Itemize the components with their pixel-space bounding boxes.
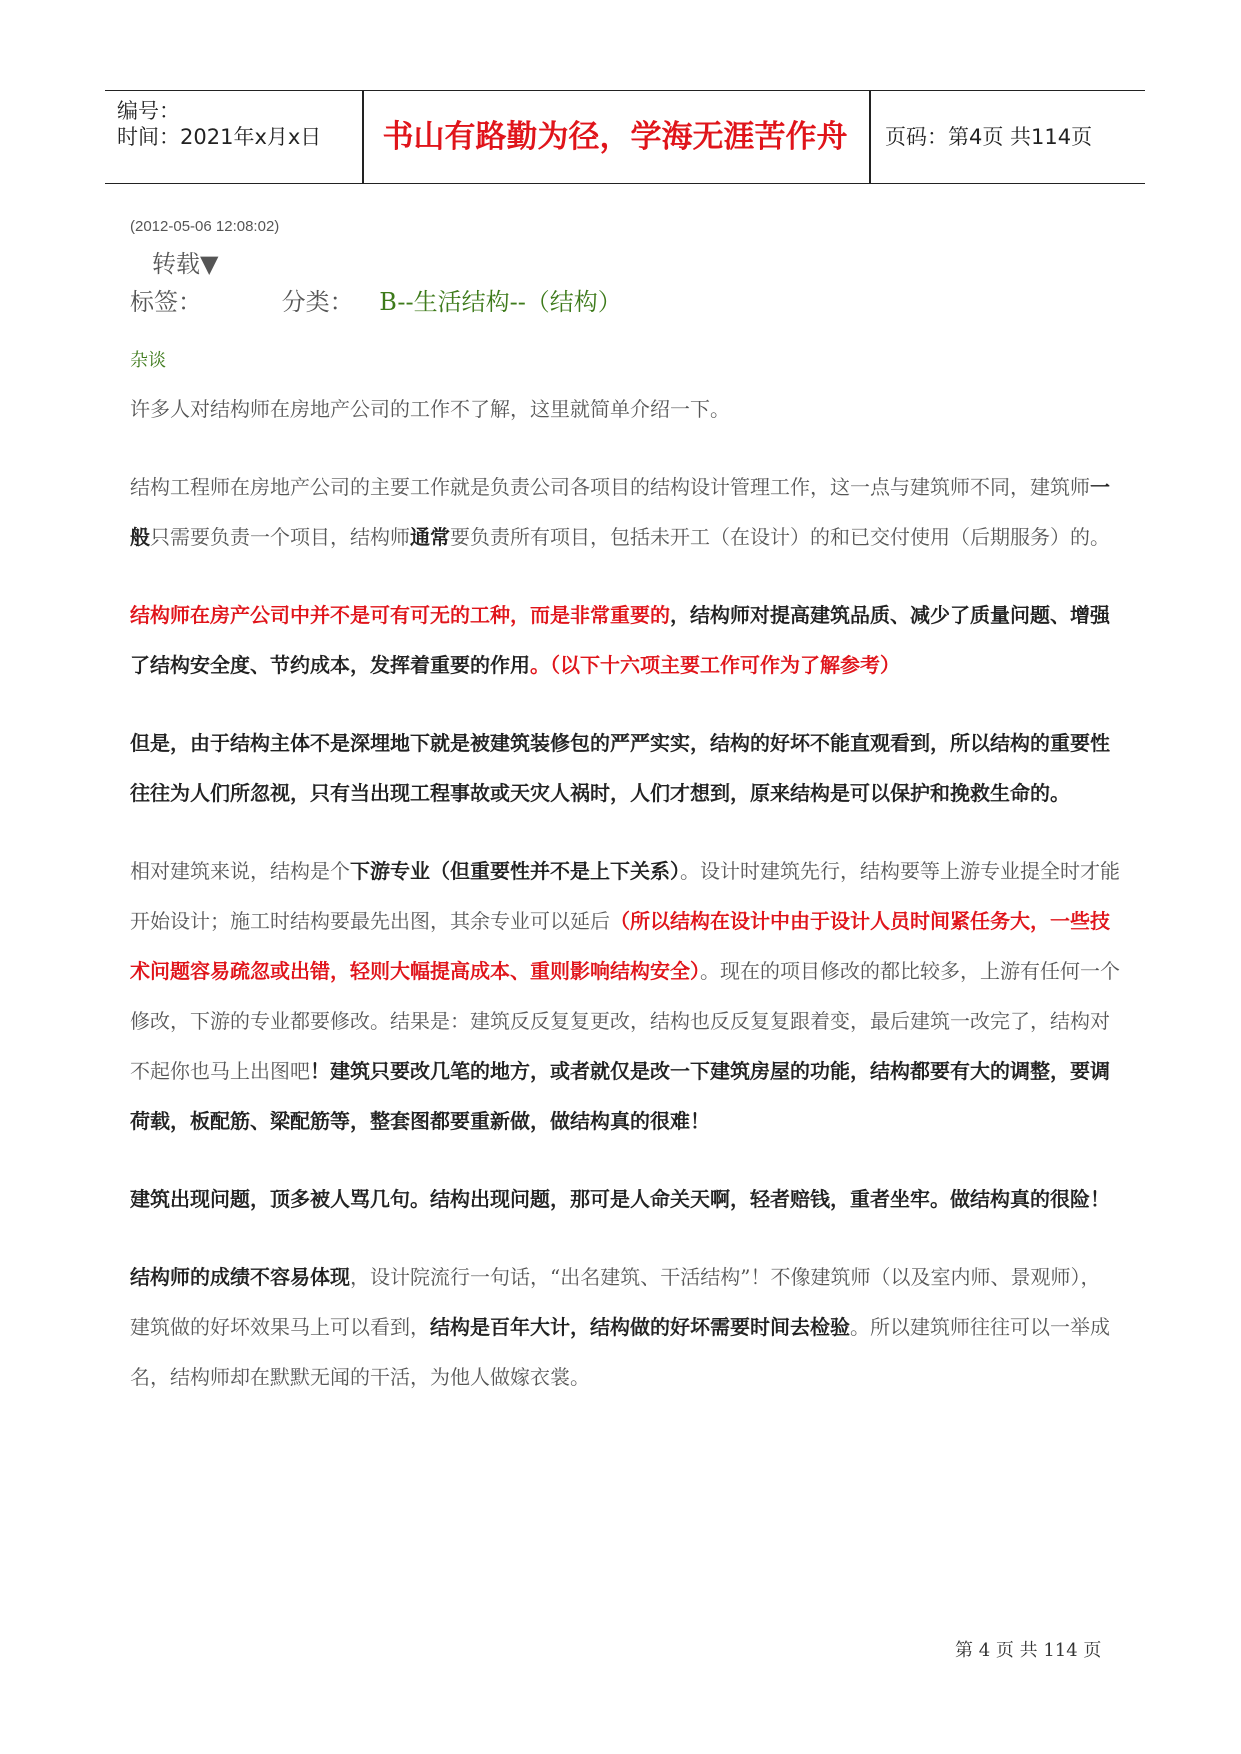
tag-label: 标签： <box>130 288 202 316</box>
text-segment: 。现在的项目修改的都比较多，上游有任何一个修改，下游的专业都要修改。结果是：建筑反反复复更改，结构也反反复复跟着变，最后建筑一改完了，结构对不起你也马上出图吧 <box>130 959 1120 1083</box>
paragraph-intro: 许多人对结构师在房地产公司的工作不了解，这里就简单介绍一下。 <box>130 397 730 421</box>
highlight-text: （所以结构在设计中由于设计人员时间紧任务大，一些技术问题容易疏忽或出错，轻则大幅提高成本、重则影响结构安全） <box>130 909 1110 983</box>
emphasis-text: 结构师的成绩不容易体现 <box>130 1265 350 1289</box>
paragraph-risk <box>130 1174 1120 1224</box>
header-divider-right <box>869 91 871 183</box>
repost-link[interactable]: 转载▼ <box>152 250 219 278</box>
page-footer: 第 4 页 共 114 页 <box>955 1640 1102 1661</box>
text-segment: 要负责所有项目，包括未开工（在设计）的和已交付使用（后期服务）的。 <box>450 525 1110 549</box>
header-page-number: 页码：第4页 共114页 <box>885 125 1093 149</box>
paragraph-neglect <box>130 718 1120 818</box>
text-segment: 。所以建筑师往往可以一举成名，结构师却在默默无闻的干活，为他人做嫁衣裳。 <box>130 1315 1110 1389</box>
emphasis-text: ！建筑只要改几笔的地方，或者就仅是改一下建筑房屋的功能，结构都要有大的调整，要调荷载，板配筋、梁配筋等，整套图都要重新做，做结构真的很难！ <box>130 1059 1110 1133</box>
highlight-text: 。（以下十六项主要工作可作为了解参考） <box>530 653 900 677</box>
header-info <box>117 91 367 183</box>
text-segment: 相对建筑来说，结构是个 <box>130 859 350 883</box>
paragraph-downstream <box>130 846 1120 1146</box>
page-header <box>105 90 1145 184</box>
paragraph-importance <box>130 590 1120 690</box>
post-date: (2012-05-06 12:08:02) <box>130 218 280 235</box>
misc-tag-link[interactable]: 杂谈 <box>130 350 166 371</box>
emphasis-text: 一般 <box>130 475 1110 549</box>
text-segment: ，设计院流行一句话，“出名建筑、干活结构”！不像建筑师（以及室内师、景观师），建筑做的好坏效果马上可以看到， <box>130 1265 1101 1339</box>
emphasis-text: 建筑出现问题，顶多被人骂几句。结构出现问题，那可是人命关天啊，轻者赔钱，重者坐牢。做结构真的很险！ <box>130 1187 1110 1211</box>
text-segment: 只需要负责一个项目，结构师 <box>150 525 410 549</box>
article-body <box>130 384 1120 1402</box>
header-motto: 书山有路勤为径，学海无涯苦作舟 <box>382 119 848 155</box>
category-link[interactable]: B--生活结构--（结构） <box>379 288 622 316</box>
serial-label: 编号： <box>117 99 180 123</box>
paragraph-recognition <box>130 1252 1120 1402</box>
text-segment: 。设计时建筑先行，结构要等上游专业提全时才能开始设计；施工时结构要最先出图，其余专业可以延后 <box>130 859 1120 933</box>
highlight-text: 结构师在房产公司中并不是可有可无的工种，而是非常重要的 <box>130 603 670 627</box>
time-label: 时间：2021年x月x日 <box>117 125 322 149</box>
text-segment: 结构工程师在房地产公司的主要工作就是负责公司各项目的结构设计管理工作，这一点与建筑师不同，建筑师 <box>130 475 1090 499</box>
emphasis-text: 但是，由于结构主体不是深埋地下就是被建筑装修包的严严实实，结构的好坏不能直观看到，所以结构的重要性往往为人们所忽视，只有当出现工程事故或天灾人祸时，人们才想到，原来结构是可以保护和挽救生命的。 <box>130 731 1110 805</box>
header-divider-left <box>362 91 364 183</box>
emphasis-text: ，结构师对提高建筑品质、减少了质量问题、增强了结构安全度、节约成本，发挥着重要的作用 <box>130 603 1110 677</box>
emphasis-text: 结构是百年大计，结构做的好坏需要时间去检验 <box>430 1315 850 1339</box>
emphasis-text: 通常 <box>410 525 450 549</box>
paragraph-role <box>130 462 1120 562</box>
tag-category-line <box>130 282 622 317</box>
emphasis-text: 下游专业（但重要性并不是上下关系） <box>350 859 680 883</box>
category-label: 分类： <box>281 288 354 316</box>
